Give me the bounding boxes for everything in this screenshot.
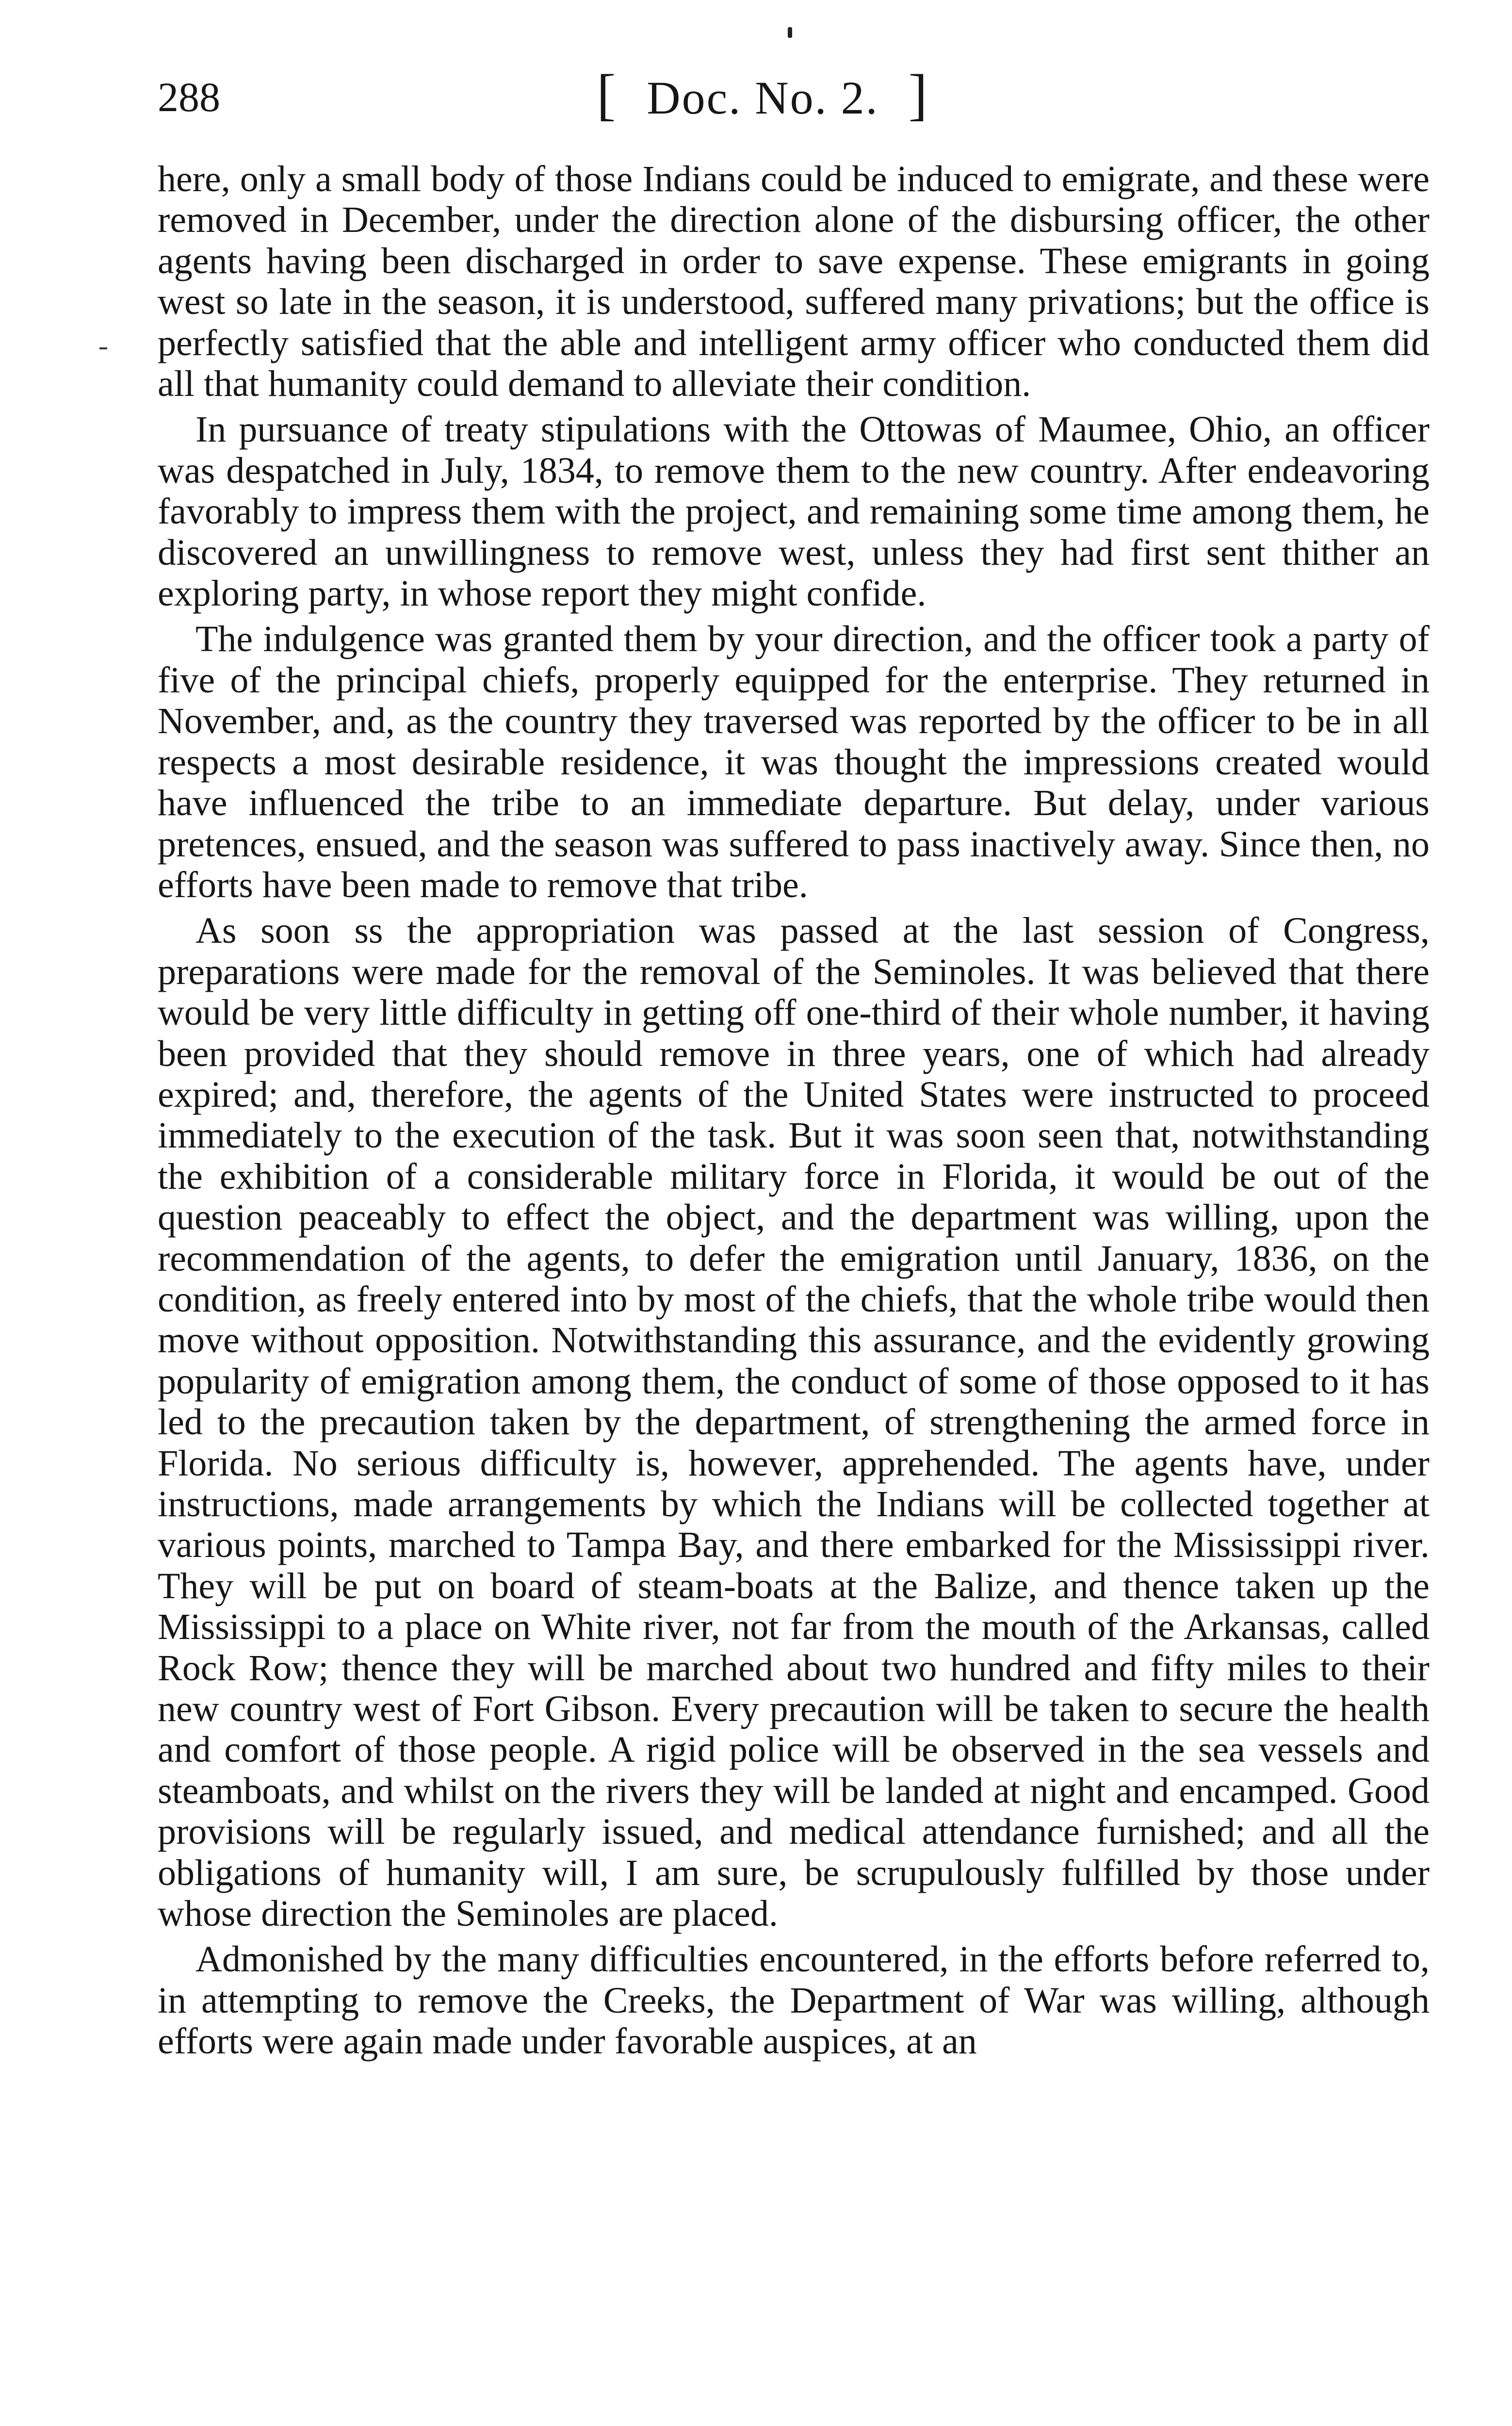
- page-number: 288: [158, 74, 220, 120]
- running-head-bracket-open: [: [597, 63, 618, 126]
- margin-mark: [99, 347, 107, 349]
- paragraph-2: In pursuance of treaty stipulations with the Ottowas of Maumee, Ohio, an officer was despatched in July, 1834, to remove them to the new country. After endeavoring favorably to impress them with the project, and remaining some time among them, he discovered an unwillingness to remove west, unless they had first sent thither an exploring party, in whose report they might confide.: [158, 409, 1430, 614]
- page-header: [158, 61, 1453, 133]
- running-head-bracket-close: ]: [908, 63, 929, 126]
- paragraph-3: The indulgence was granted them by your direction, and the officer took a party of five of the principal chiefs, properly equipped for the enterprise. They returned in November, and, as the country they traversed was reported by the officer to be in all respects a most desirable residence, it was thought the impressions created would have influenced the tribe to an immediate departure. But delay, under various pretences, ensued, and the season was suffered to pass inactively away. Since then, no efforts have been made to remove that tribe.: [158, 619, 1430, 905]
- paragraph-1: here, only a small body of those Indians could be induced to emigrate, and these were removed in December, under the direction alone of the disbursing officer, the other agents having been discharged in order to save expense. These emigrants in going west so late in the season, it is understood, suffered many privations; but the office is perfectly satisfied that the able and intelligent army officer who conducted them did all that humanity could demand to alleviate their condition.: [158, 159, 1430, 405]
- ink-speck: [788, 27, 792, 38]
- running-head-doc-label: Doc. No. 2.: [647, 72, 879, 124]
- body-text: [158, 159, 1430, 2062]
- running-head: [597, 61, 929, 132]
- paragraph-5: Admonished by the many difficulties encountered, in the efforts before referred to, in attempting to remove the Creeks, the Department of War was willing, although efforts were again made under favorable auspices, at an: [158, 1939, 1430, 2062]
- paragraph-4: As soon ss the appropriation was passed at the last session of Congress, preparations were made for the removal of the Seminoles. It was believed that there would be very little difficulty in getting off one-third of their whole number, it having been provided that they should remove in three years, one of which had already expired; and, therefore, the agents of the United States were instructed to proceed immediately to the execution of the task. But it was soon seen that, notwithstanding the exhibition of a considerable military force in Florida, it would be out of the question peaceably to effect the object, and the department was willing, upon the recommendation of the agents, to defer the emigration until January, 1836, on the condition, as freely entered into by most of the chiefs, that the whole tribe would then move without opposition. Notwithstanding this assurance, and the evidently growing popularity of emigration among them, the conduct of some of those opposed to it has led to the precaution taken by the department, of strengthening the armed force in Florida. No serious difficulty is, however, apprehended. The agents have, under instructions, made arrangements by which the Indians will be collected together at various points, marched to Tampa Bay, and there embarked for the Mississippi river. They will be put on board of steam-boats at the Balize, and thence taken up the Mississippi to a place on White river, not far from the mouth of the Arkansas, called Rock Row; thence they will be marched about two hundred and fifty miles to their new country west of Fort Gibson. Every precaution will be taken to secure the health and comfort of those people. A rigid police will be observed in the sea vessels and steamboats, and whilst on the rivers they will be landed at night and encamped. Good provisions will be regularly issued, and medical attendance furnished; and all the obligations of humanity will, I am sure, be scrupulously fulfilled by those under whose direction the Seminoles are placed.: [158, 910, 1430, 1934]
